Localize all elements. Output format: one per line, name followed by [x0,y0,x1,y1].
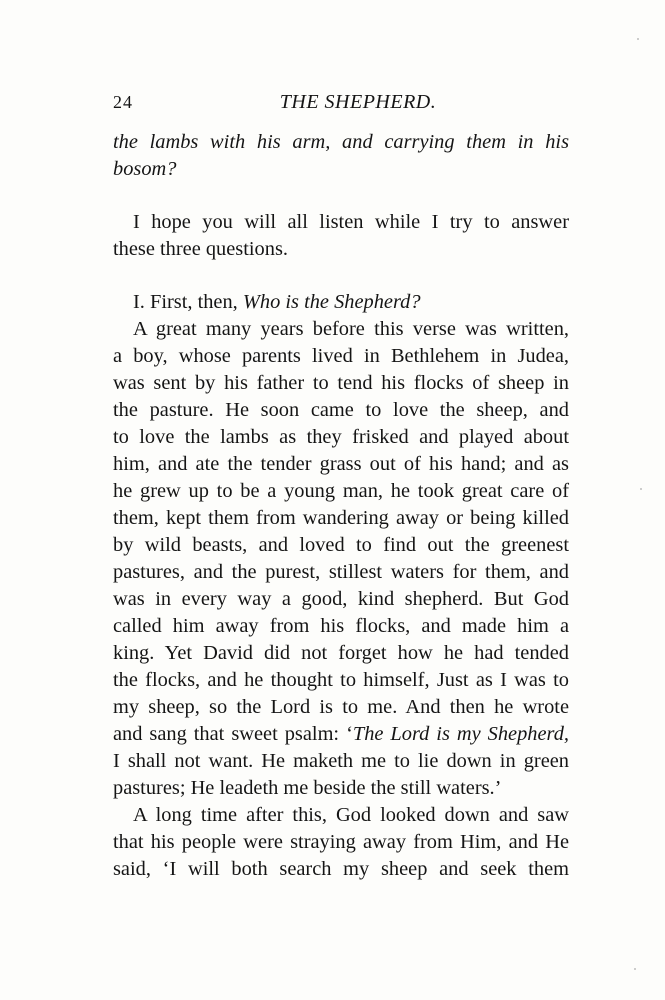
opening-fragment [113,129,569,183]
text-line: by wild beasts, and loved to find out the greenest [113,534,569,556]
text-line: that his people were straying away from Him, and He [113,831,569,853]
text-line: king. Yet David did not forget how he had tended [113,642,569,664]
text-line: bosom? [113,158,177,180]
text-line: said, ‘I will both search my sheep and seek them [113,858,569,880]
text-line: a boy, whose parents lived in Bethlehem in Judea, [113,345,569,367]
paper-speck [640,488,642,490]
page-number: 24 [113,92,133,112]
text-line: him, and ate the tender grass out of his hand; and as [113,453,569,475]
psalm-title: The Lord is my Shepherd, [352,723,569,745]
text-line: pastures, and the purest, stillest waters for them, and [113,561,569,583]
text-line: the flocks, and he thought to himself, Just as I was to [113,669,569,691]
text-line: A great many years before this verse was written, [133,318,569,340]
section-heading [113,289,569,316]
text-line: the lambs with his arm, and carrying them in his [113,131,569,153]
text-line: the pasture. He soon came to love the sheep, and [113,399,569,421]
text-line: was sent by his father to tend his flocks of sheep in [113,372,569,394]
text-line: my sheep, so the Lord is to me. And then he wrote [113,696,569,718]
psalm-quote-line [113,721,569,748]
text-line: pastures; He leadeth me beside the still waters.’ [113,777,502,799]
paper-speck [634,968,636,970]
paper-speck [637,38,639,40]
psalm-line-intro: and sang that sweet psalm: ‘ [113,723,353,745]
answer-paragraph [113,209,569,263]
running-title: THE SHEPHERD. [279,91,437,113]
text-line: them, kept them from wandering away or being killed [113,507,569,529]
text-line: I shall not want. He maketh me to lie down in green [113,750,569,772]
text-line: I hope you will all listen while I try to answer [133,211,569,233]
section-heading-question: Who is the Shepherd? [242,291,421,313]
text-line: he grew up to be a young man, he took great care of [113,480,569,502]
text-line: these three questions. [113,238,288,260]
text-line: A long time after this, God looked down and saw [133,804,569,826]
shepherd-section [113,289,569,883]
text-line: to love the lambs as they frisked and played about [113,426,569,448]
text-line: was in every way a good, kind shepherd. But God [113,588,569,610]
text-line: called him away from his flocks, and made him a [113,615,569,637]
running-head [113,88,569,116]
section-heading-prefix: I. First, then, [133,291,243,313]
